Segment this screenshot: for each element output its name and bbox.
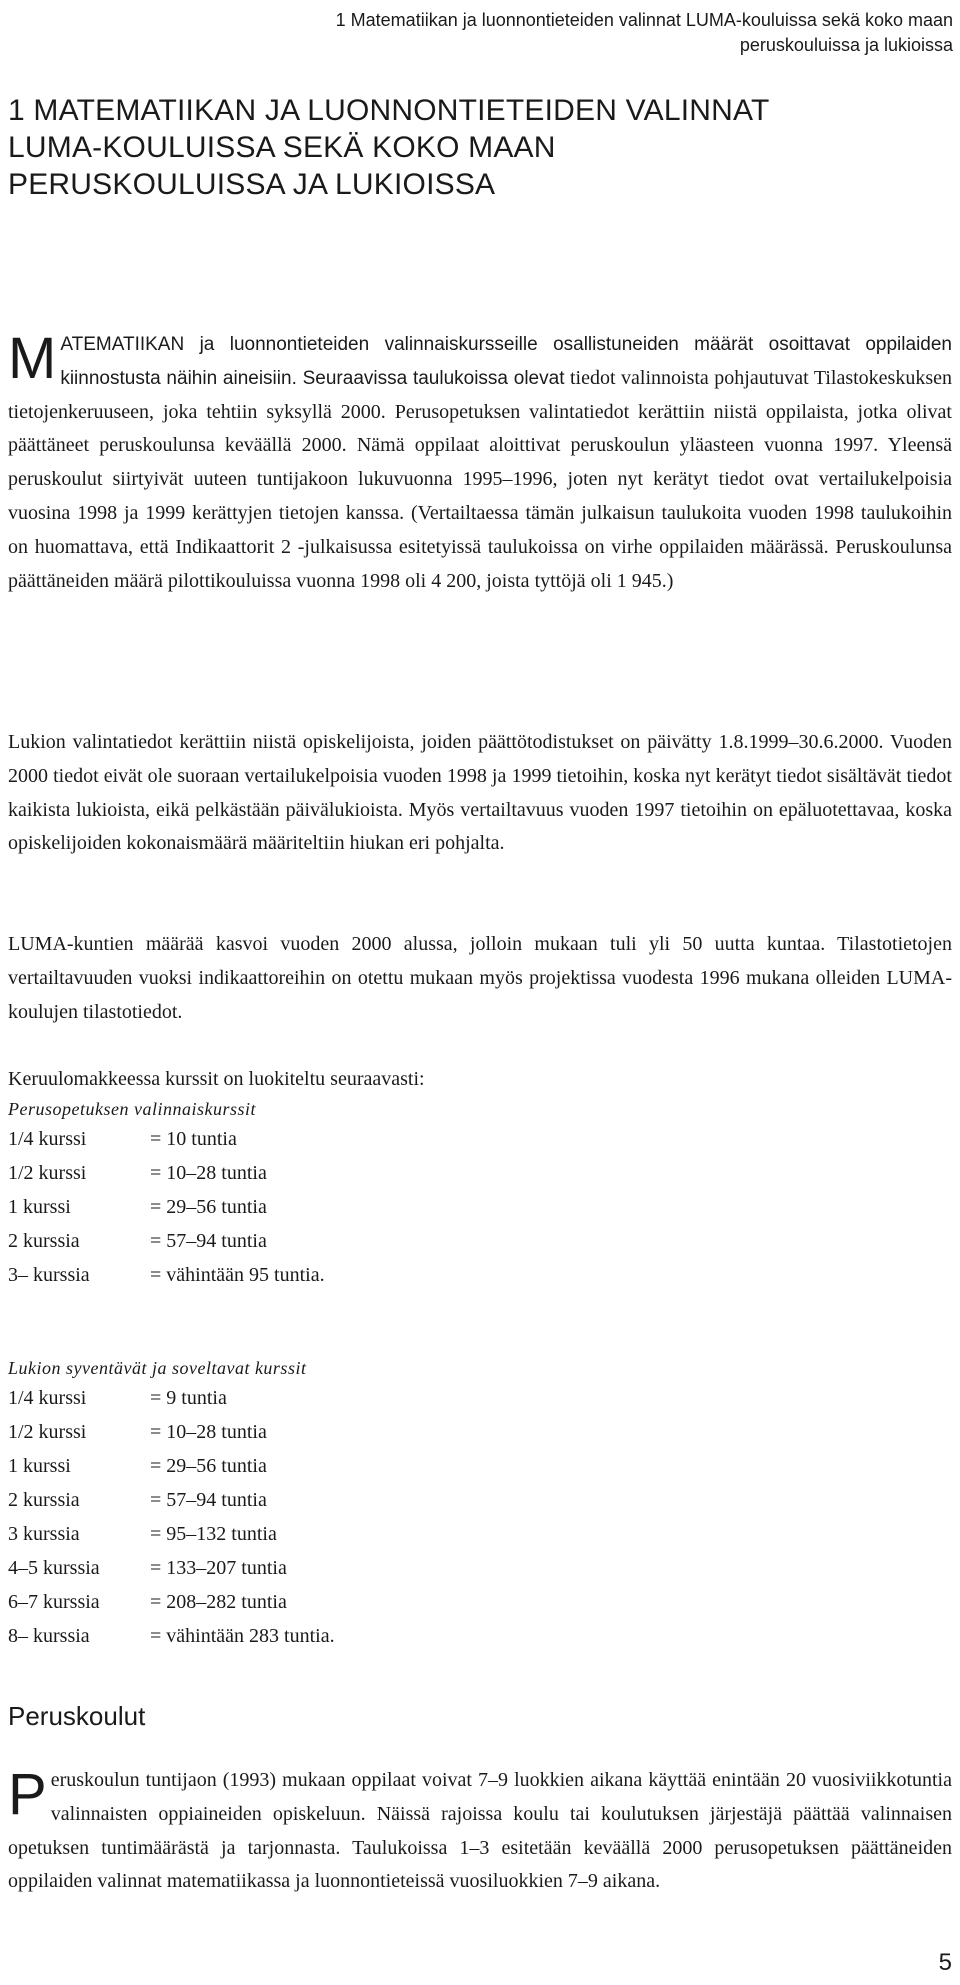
- list-row: [8, 1190, 325, 1224]
- list-row: [8, 1122, 325, 1156]
- section-heading-peruskoulut: Peruskoulut: [8, 1701, 146, 1731]
- row-label: 3– kurssia: [8, 1264, 90, 1286]
- running-head-line-1: 1 Matematiikan ja luonnontieteiden valinnat LUMA-kouluissa sekä koko maan: [335, 10, 953, 30]
- list-row: [8, 1517, 335, 1551]
- row-label: 2 kurssia: [8, 1489, 80, 1511]
- course-list-perusopetus: [8, 1122, 325, 1292]
- row-label: 6–7 kurssia: [8, 1591, 100, 1613]
- row-value: = 10 tuntia: [150, 1128, 237, 1150]
- row-label: 1/2 kurssi: [8, 1421, 87, 1443]
- page-number: 5: [938, 1949, 952, 1976]
- row-value: = vähintään 283 tuntia.: [150, 1625, 335, 1647]
- row-label: 1/4 kurssi: [8, 1387, 87, 1409]
- row-value: = 10–28 tuntia: [150, 1162, 267, 1184]
- lukio-paragraph: Lukion valintatiedot kerättiin niistä opiskelijoista, joiden päättötodistukset on päivätty 1.8.1999–30.6.2000. Vuoden 2000 tiedot eivät ole suoraan vertailukelpoisia vuoden 1998 ja 1999 tietoihin, koska nyt kerätyt tiedot sisältävät tiedot kaikista lukioista, eikä pelkästään päivälukioista. Myös vertailtavuus vuoden 1997 tietoihin on epäluotettavaa, koska opiskelijoiden kokonaismäärä määriteltiin hiukan eri pohjalta.: [8, 731, 952, 855]
- list-row: [8, 1483, 335, 1517]
- row-value: = 29–56 tuntia: [150, 1455, 267, 1477]
- running-head-line-2: peruskouluissa ja lukioissa: [739, 35, 953, 55]
- row-label: 4–5 kurssia: [8, 1557, 100, 1579]
- row-label: 1 kurssi: [8, 1196, 71, 1218]
- row-label: 1/2 kurssi: [8, 1162, 87, 1184]
- chapter-title-line-2: LUMA-KOULUISSA SEKÄ KOKO MAAN: [8, 131, 556, 164]
- intro-sans-text: ATEMATIIKAN ja luonnontieteiden valinnaiskursseille osallistuneiden määrät osoittavat oppilaiden kiinnostusta näihin aineisiin. Seuraavissa taulukoissa olevat: [60, 334, 952, 389]
- intro-paragraph: [8, 328, 952, 598]
- drop-cap: M: [8, 326, 57, 391]
- list-row: [8, 1156, 325, 1190]
- row-label: 8– kurssia: [8, 1625, 90, 1647]
- peruskoulut-paragraph: [8, 1764, 952, 1899]
- list-row: [8, 1381, 335, 1415]
- drop-cap: P: [8, 1762, 47, 1827]
- row-label: 1/4 kurssi: [8, 1128, 87, 1150]
- chapter-title-line-3: PERUSKOULUISSA JA LUKIOISSA: [8, 168, 496, 201]
- row-value: = vähintään 95 tuntia.: [150, 1264, 325, 1286]
- row-value: = 208–282 tuntia: [150, 1591, 287, 1613]
- row-value: = 10–28 tuntia: [150, 1421, 267, 1443]
- list-row: [8, 1415, 335, 1449]
- course-list-lukio: [8, 1381, 335, 1653]
- list-row: [8, 1619, 335, 1653]
- list-heading-lukio: Lukion syventävät ja soveltavat kurssit: [8, 1358, 307, 1378]
- row-value: = 95–132 tuntia: [150, 1523, 277, 1545]
- intro-serif-text: tiedot valinnoista pohjautuvat Tilastokeskuksen tietojenkeruuseen, joka tehtiin syksyllä 2000. Perusopetuksen valintatiedot kerättiin niistä oppilaista, jotka olivat päättäneet peruskoulunsa keväällä 2000. Nämä oppilaat aloittivat peruskoulun yläasteen vuonna 1997. Yleensä peruskoulut siirtyivät uuteen tuntijakoon lukuvuonna 1995–1996, joten nyt kerätyt tiedot ovat vertailukelpoisia vuosina 1998 ja 1999 kerättyjen tietojen kanssa. (Vertailtaessa tämän julkaisun taulukoita vuoden 1998 taulukoihin on huomattava, että Indikaattorit 2 -julkaisussa esitetyissä taulukoissa on virhe oppilaiden määrässä. Peruskoulunsa päättäneiden määrä pilottikouluissa vuonna 1998 oli 4 200, joista tyttöjä oli 1 945.): [8, 366, 953, 592]
- list-row: [8, 1551, 335, 1585]
- list-row: [8, 1224, 325, 1258]
- row-value: = 9 tuntia: [150, 1387, 227, 1409]
- running-head: [93, 8, 953, 58]
- list-row: [8, 1585, 335, 1619]
- list-heading-perusopetus: Perusopetuksen valinnaiskurssit: [8, 1099, 256, 1119]
- row-value: = 29–56 tuntia: [150, 1196, 267, 1218]
- row-label: 1 kurssi: [8, 1455, 71, 1477]
- luma-paragraph: LUMA-kuntien määrää kasvoi vuoden 2000 alussa, jolloin mukaan tuli yli 50 uutta kuntaa. Tilastotietojen vertailtavuuden vuoksi indikaattoreihin on otettu mukaan myös projektissa vuodesta 1996 mukana olleiden LUMA-koulujen tilastotiedot.: [8, 933, 952, 1023]
- chapter-title: [8, 92, 770, 203]
- peruskoulut-text: eruskoulun tuntijaon (1993) mukaan oppilaat voivat 7–9 luokkien aikana käyttää enintään 20 vuosiviikkotuntia valinnaisten oppiaineiden opiskeluun. Näissä rajoissa koulu tai koulutuksen järjestäjä päättää valinnaisen opetuksen tuntimäärästä ja tarjonnasta. Taulukoissa 1–3 esitetään keväällä 2000 perusopetuksen päättäneiden oppilaiden valinnat matematiikassa ja luonnontieteissä vuosiluokkien 7–9 aikana.: [8, 1769, 952, 1893]
- chapter-title-line-1: 1 MATEMATIIKAN JA LUONNONTIETEIDEN VALINNAT: [8, 94, 770, 127]
- classification-intro: Keruulomakkeessa kurssit on luokiteltu seuraavasti:: [8, 1068, 425, 1090]
- row-value: = 133–207 tuntia: [150, 1557, 287, 1579]
- row-value: = 57–94 tuntia: [150, 1230, 267, 1252]
- row-label: 3 kurssia: [8, 1523, 80, 1545]
- list-row: [8, 1258, 325, 1292]
- row-value: = 57–94 tuntia: [150, 1489, 267, 1511]
- list-row: [8, 1449, 335, 1483]
- row-label: 2 kurssia: [8, 1230, 80, 1252]
